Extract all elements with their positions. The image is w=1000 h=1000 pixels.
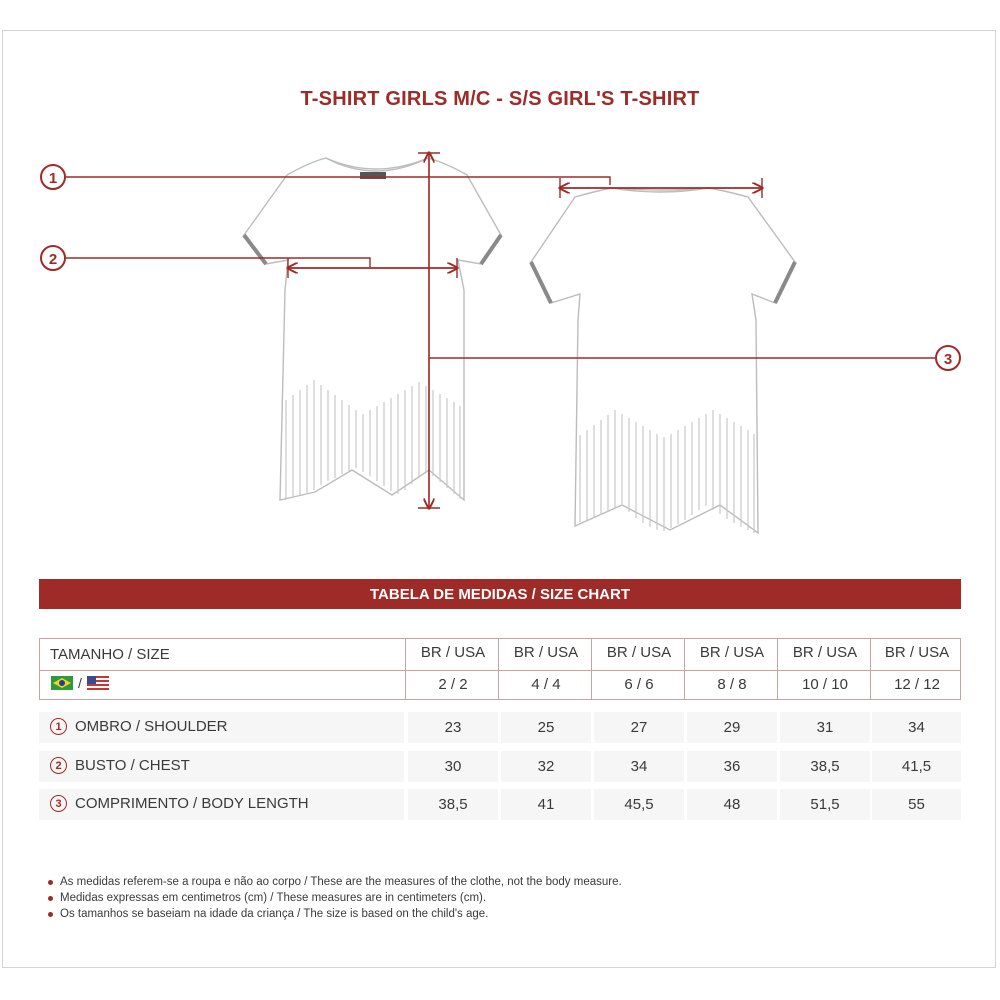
table-cell: 27 bbox=[594, 712, 684, 743]
footnote bbox=[48, 874, 622, 890]
shoulder-leader-line bbox=[66, 177, 610, 185]
measurement-lines bbox=[66, 153, 935, 508]
number-3-icon: 3 bbox=[50, 795, 67, 812]
size-value-2: 4 / 4 bbox=[531, 676, 561, 693]
col-header-4: BR / USA bbox=[699, 644, 765, 661]
table-cell: 31 bbox=[780, 712, 870, 743]
col-divider bbox=[870, 638, 871, 700]
chest-label-text: BUSTO / CHEST bbox=[75, 757, 190, 774]
col-header-3: BR / USA bbox=[606, 644, 672, 661]
size-value-5: 10 / 10 bbox=[802, 676, 848, 693]
table-cell: 23 bbox=[408, 712, 498, 743]
marker-1 bbox=[41, 165, 65, 189]
col-divider bbox=[591, 638, 592, 700]
back-fringe bbox=[580, 410, 754, 533]
table-cell: 34 bbox=[594, 751, 684, 782]
table-cell: 29 bbox=[687, 712, 777, 743]
table-cell: 41,5 bbox=[872, 751, 961, 782]
marker-2 bbox=[41, 246, 65, 270]
table-cell: 34 bbox=[872, 712, 961, 743]
marker-1-label: 1 bbox=[48, 170, 58, 187]
length-label bbox=[50, 795, 309, 812]
table-cell: 51,5 bbox=[780, 789, 870, 820]
footnote bbox=[48, 890, 622, 906]
shoulder-label bbox=[50, 718, 228, 735]
flag-separator: / bbox=[78, 675, 82, 691]
flags bbox=[51, 675, 109, 691]
bullet-icon bbox=[48, 880, 53, 885]
bullet-icon bbox=[48, 912, 53, 917]
marker-3 bbox=[936, 346, 960, 370]
length-label-text: COMPRIMENTO / BODY LENGTH bbox=[75, 795, 309, 812]
number-2-icon: 2 bbox=[50, 757, 67, 774]
table-cell: 30 bbox=[408, 751, 498, 782]
front-fringe bbox=[286, 380, 460, 500]
table-cell: 41 bbox=[501, 789, 591, 820]
chest-label bbox=[50, 757, 190, 774]
usa-flag-icon bbox=[87, 676, 109, 690]
size-value-4: 8 / 8 bbox=[717, 676, 747, 693]
footnote-text: Os tamanhos se baseiam na idade da criança / The size is based on the child's age. bbox=[60, 908, 489, 920]
marker-2-label: 2 bbox=[48, 251, 58, 268]
size-header-label: TAMANHO / SIZE bbox=[50, 646, 170, 663]
marker-3-label: 3 bbox=[943, 351, 953, 368]
shoulder-label-text: OMBRO / SHOULDER bbox=[75, 718, 228, 735]
footnotes bbox=[48, 874, 622, 922]
page-title: T-SHIRT GIRLS M/C - S/S GIRL'S T-SHIRT bbox=[300, 88, 700, 110]
col-divider bbox=[405, 638, 406, 700]
table-cell: 38,5 bbox=[408, 789, 498, 820]
footnote-text: Medidas expressas em centimetros (cm) / These measures are in centimeters (cm). bbox=[60, 892, 487, 904]
back-tshirt-drawing bbox=[531, 188, 795, 533]
bullet-icon bbox=[48, 896, 53, 901]
size-header-divider bbox=[39, 670, 961, 671]
table-cell: 55 bbox=[872, 789, 961, 820]
table-cell: 48 bbox=[687, 789, 777, 820]
table-cell: 32 bbox=[501, 751, 591, 782]
col-header-5: BR / USA bbox=[792, 644, 858, 661]
size-chart-banner: TABELA DE MEDIDAS / SIZE CHART bbox=[39, 579, 961, 609]
table-cell: 25 bbox=[501, 712, 591, 743]
table-cell: 38,5 bbox=[780, 751, 870, 782]
brazil-flag-icon bbox=[51, 676, 73, 690]
chest-leader-line bbox=[66, 258, 370, 267]
col-divider bbox=[498, 638, 499, 700]
footnote-text: As medidas referem-se a roupa e não ao corpo / These are the measures of the clothe, not the body measure. bbox=[60, 876, 622, 888]
col-divider bbox=[684, 638, 685, 700]
table-cell: 45,5 bbox=[594, 789, 684, 820]
number-1-icon: 1 bbox=[50, 718, 67, 735]
col-header-6: BR / USA bbox=[884, 644, 950, 661]
table-cell: 36 bbox=[687, 751, 777, 782]
front-tshirt-drawing bbox=[244, 158, 501, 500]
col-header-2: BR / USA bbox=[513, 644, 579, 661]
col-header-1: BR / USA bbox=[420, 644, 486, 661]
footnote bbox=[48, 906, 622, 922]
size-value-3: 6 / 6 bbox=[624, 676, 654, 693]
col-divider bbox=[777, 638, 778, 700]
size-value-1: 2 / 2 bbox=[438, 676, 468, 693]
size-value-6: 12 / 12 bbox=[894, 676, 940, 693]
